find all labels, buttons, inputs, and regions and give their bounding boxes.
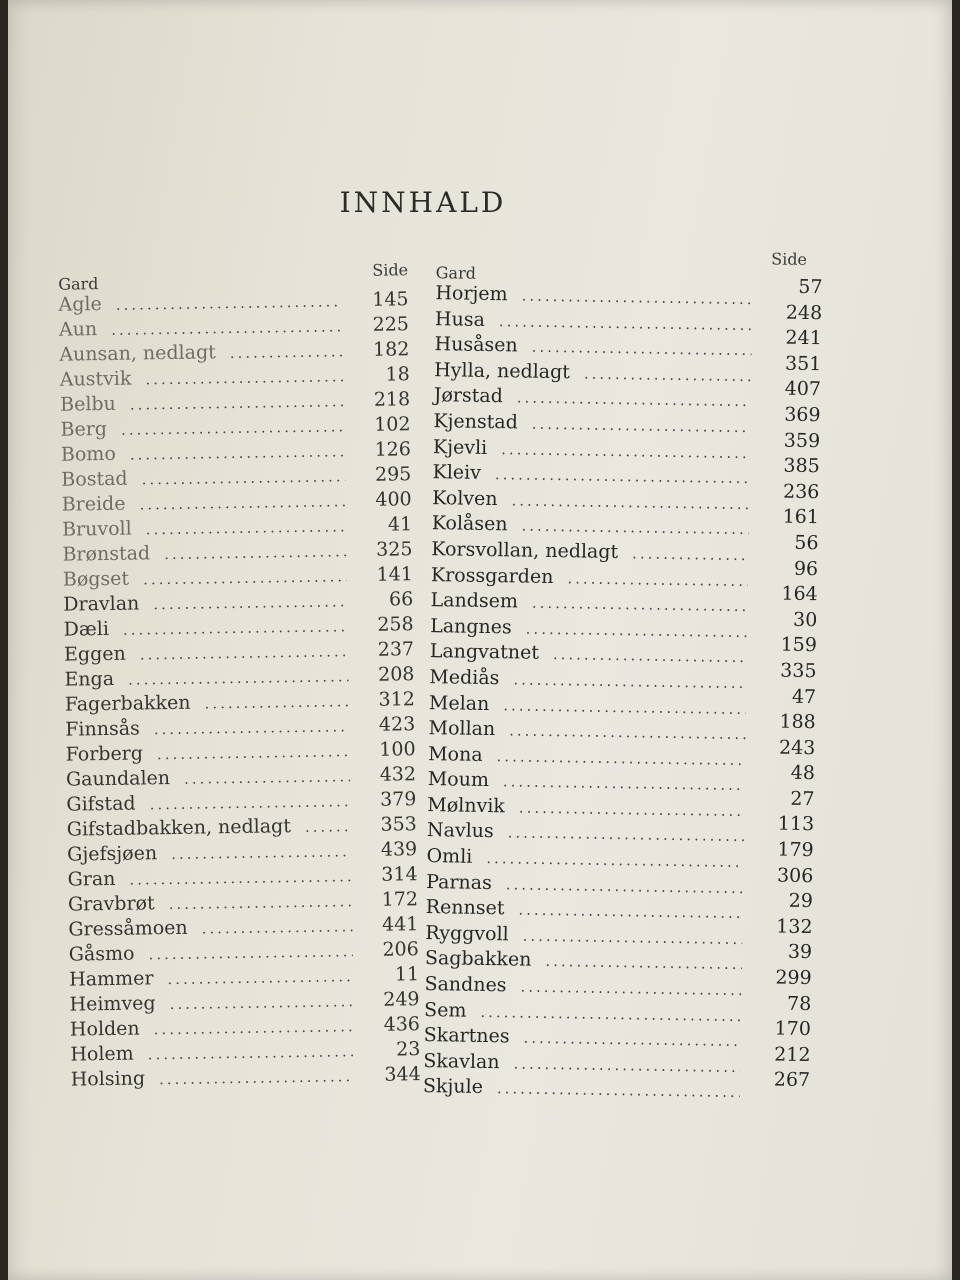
entry-page-number: 141	[376, 563, 414, 586]
entry-page-number: 132	[776, 915, 813, 938]
entry-page-number: 57	[798, 275, 823, 299]
contents-column-left	[40, 262, 425, 1094]
entry-page-number: 325	[376, 538, 413, 561]
entry-name: Kolven	[432, 486, 498, 510]
entry-page-number: 208	[377, 663, 415, 686]
entry-page-number: 102	[374, 413, 411, 436]
dot-leader	[522, 286, 753, 308]
entry-page-number: 18	[385, 363, 410, 386]
entry-page-number: 400	[375, 488, 412, 511]
dot-leader	[123, 617, 348, 639]
entry-name: Holem	[70, 1042, 134, 1066]
entry-page-number: 41	[387, 513, 413, 536]
dot-leader	[506, 875, 744, 897]
entry-page-number: 48	[790, 762, 816, 785]
dot-leader	[145, 367, 344, 388]
dot-leader	[202, 917, 353, 937]
entry-name: Gifstadbakken, nedlagt	[66, 815, 292, 841]
entry-page-number: 206	[382, 938, 419, 961]
entry-page-number: 39	[787, 941, 813, 964]
toc-entry	[53, 1063, 425, 1094]
contents-column-right	[415, 249, 823, 1107]
dot-leader	[116, 292, 343, 314]
entry-page-number: 237	[377, 638, 415, 661]
entry-page-number: 299	[775, 966, 812, 990]
dot-leader	[632, 544, 748, 564]
entry-page-number: 164	[781, 582, 818, 606]
entry-name: Krossgarden	[430, 563, 554, 588]
entry-page-number: 407	[784, 377, 822, 401]
entry-name: Aunsan, nedlagt	[59, 341, 216, 366]
entry-name: Mollan	[428, 717, 496, 741]
dot-leader	[143, 567, 347, 588]
dot-leader	[164, 542, 347, 563]
entry-name: Fagerbakken	[64, 691, 191, 716]
entry-page-number: 359	[783, 429, 821, 452]
dot-leader	[154, 1017, 355, 1038]
entry-name: Bruvoll	[61, 517, 132, 541]
dot-leader	[149, 792, 350, 813]
entry-name: Finnsås	[65, 717, 140, 741]
dot-leader	[501, 440, 750, 462]
entry-name: Skartnes	[423, 1024, 510, 1048]
entry-page-number: 161	[782, 505, 820, 529]
dot-leader	[532, 338, 752, 359]
dot-leader	[503, 696, 746, 718]
dot-leader	[184, 767, 350, 788]
dot-leader	[532, 594, 748, 615]
entry-name: Hammer	[69, 967, 154, 991]
dot-leader	[503, 773, 745, 795]
entry-page-number: 351	[784, 352, 822, 375]
entry-name: Landsem	[430, 589, 519, 613]
entry-name: Mona	[428, 742, 483, 766]
entry-name: Husa	[434, 307, 486, 331]
entry-page-number: 172	[381, 888, 419, 911]
dot-leader	[130, 442, 345, 463]
header-gard: Gard	[58, 274, 99, 294]
entry-name: Gifstad	[66, 792, 136, 816]
dot-leader	[171, 842, 351, 863]
entry-page-number: 29	[788, 889, 814, 913]
entry-page-number: 369	[784, 403, 821, 427]
entry-name: Sagbakken	[424, 947, 532, 972]
header-side: Side	[372, 260, 409, 280]
entry-page-number: 267	[773, 1068, 811, 1092]
dot-leader	[511, 491, 749, 513]
entry-name: Langnes	[430, 614, 512, 639]
entry-page-number: 27	[790, 787, 815, 811]
entry-name: Kjevli	[432, 435, 488, 459]
dot-leader	[129, 867, 351, 888]
dot-leader	[146, 517, 347, 538]
entry-name: Skavlan	[423, 1049, 500, 1074]
dot-leader	[154, 717, 350, 738]
entry-page-number: 182	[372, 338, 410, 361]
entry-page-number: 432	[379, 763, 417, 786]
entry-name: Holsing	[70, 1067, 146, 1091]
page-title: INNHALD	[339, 186, 507, 219]
entry-page-number: 56	[794, 531, 819, 555]
entry-page-number: 314	[381, 863, 418, 886]
entry-page-number: 439	[380, 838, 418, 861]
entry-page-number: 145	[372, 288, 409, 311]
entry-name: Horjem	[435, 282, 508, 306]
dot-leader	[532, 415, 751, 436]
entry-page-number: 385	[783, 454, 820, 478]
entry-page-number: 353	[380, 813, 417, 836]
dot-leader	[305, 817, 351, 836]
dot-leader	[553, 645, 747, 666]
dot-leader	[523, 926, 743, 947]
dot-leader	[157, 742, 350, 763]
dot-leader	[567, 569, 748, 590]
entry-list	[40, 288, 425, 1094]
dot-leader	[148, 942, 353, 963]
dot-leader	[499, 312, 752, 334]
dot-leader	[517, 389, 751, 411]
entry-page-number: 236	[782, 480, 820, 503]
entry-name: Bostad	[61, 467, 128, 491]
entry-page-number: 243	[778, 736, 816, 759]
entry-page-number: 241	[785, 326, 822, 350]
dot-leader	[153, 592, 347, 613]
entry-name: Forberg	[65, 742, 144, 766]
entry-name: Kolåsen	[431, 512, 508, 536]
entry-name: Rennset	[425, 896, 505, 920]
entry-name: Bøgset	[62, 567, 130, 591]
entry-name: Gåsmo	[68, 942, 135, 966]
entry-page-number: 312	[378, 688, 415, 711]
entry-name: Omli	[426, 845, 473, 868]
dot-leader	[140, 642, 349, 663]
entry-page-number: 218	[373, 388, 411, 411]
entry-name: Agle	[58, 293, 102, 316]
entry-name: Langvatnet	[429, 640, 540, 665]
dot-leader	[519, 798, 745, 820]
book-page	[8, 0, 952, 1280]
dot-leader	[495, 465, 750, 487]
entry-name: Dravlan	[63, 592, 140, 616]
entry-name: Kleiv	[432, 461, 482, 485]
entry-page-number: 436	[383, 1013, 421, 1036]
entry-name: Skjule	[422, 1075, 484, 1099]
dot-leader	[508, 824, 744, 846]
entry-page-number: 306	[776, 864, 814, 887]
dot-leader	[523, 1029, 740, 1050]
dot-leader	[121, 417, 345, 439]
entry-page-number: 295	[374, 463, 412, 486]
entry-page-number: 159	[780, 633, 818, 657]
entry-page-number: 11	[394, 963, 420, 986]
dot-leader	[148, 1042, 355, 1063]
header-gard: Gard	[435, 263, 477, 283]
dot-leader	[128, 667, 349, 688]
entry-name: Melan	[428, 691, 490, 715]
dot-leader	[141, 467, 345, 488]
dot-leader	[545, 952, 742, 973]
entry-name: Heimveg	[69, 992, 156, 1016]
dot-leader	[139, 492, 345, 513]
entry-page-number: 100	[379, 738, 416, 761]
entry-page-number: 248	[785, 301, 823, 324]
entry-page-number: 423	[378, 713, 416, 736]
entry-name: Austvik	[59, 367, 132, 391]
entry-page-number: 188	[779, 710, 816, 734]
entry-page-number: 170	[774, 1017, 812, 1041]
entry-name: Hylla, nedlagt	[434, 358, 571, 384]
entry-name: Korsvollan, nedlagt	[431, 538, 619, 563]
entry-name: Mølnvik	[427, 793, 506, 818]
dot-leader	[169, 892, 353, 913]
entry-name: Sandnes	[424, 973, 507, 997]
entry-name: Gressåmoen	[68, 916, 188, 941]
entry-page-number: 258	[377, 613, 414, 636]
entry-name: Belbu	[59, 392, 117, 416]
entry-page-number: 344	[384, 1063, 421, 1086]
dot-leader	[204, 692, 349, 712]
header-side: Side	[771, 249, 808, 269]
entry-name: Jørstad	[433, 384, 503, 408]
entry-name: Gaundalen	[65, 767, 171, 791]
entry-name: Gran	[67, 867, 116, 891]
dot-leader	[167, 967, 353, 988]
entry-page-number: 179	[777, 838, 814, 862]
dot-leader	[518, 901, 743, 923]
entry-name: Sem	[423, 998, 467, 1022]
entry-page-number: 66	[388, 588, 414, 611]
entry-page-number: 78	[786, 992, 812, 1015]
entry-name: Berg	[60, 417, 108, 441]
entry-name: Mediås	[429, 665, 500, 690]
entry-page-number: 225	[372, 313, 410, 336]
entry-page-number: 441	[381, 913, 419, 936]
entry-name: Parnas	[425, 870, 492, 894]
dot-leader	[486, 849, 744, 871]
entry-page-number: 113	[777, 813, 815, 836]
entry-page-number: 126	[374, 438, 412, 461]
entry-name: Aun	[58, 318, 98, 341]
dot-leader	[230, 342, 344, 362]
dot-leader	[169, 992, 353, 1013]
dot-leader	[521, 517, 748, 539]
dot-leader	[584, 364, 752, 385]
entry-name: Husåsen	[434, 333, 518, 357]
entry-list	[415, 275, 823, 1107]
entry-page-number: 23	[395, 1038, 421, 1061]
entry-page-number: 96	[793, 557, 819, 580]
dot-leader	[496, 747, 745, 769]
dot-leader	[526, 619, 748, 640]
dot-leader	[513, 1054, 740, 1076]
entry-name: Ryggvoll	[425, 921, 509, 946]
dot-leader	[111, 317, 343, 339]
dot-leader	[480, 1003, 741, 1025]
entry-name: Eggen	[63, 642, 126, 666]
entry-name: Bomo	[60, 442, 116, 466]
dot-leader	[520, 978, 741, 999]
entry-name: Gravbrøt	[67, 892, 155, 916]
dot-leader	[130, 392, 345, 413]
dot-leader	[509, 721, 746, 743]
entry-name: Dæli	[63, 617, 110, 641]
entry-page-number: 249	[383, 988, 420, 1011]
entry-page-number: 212	[774, 1043, 811, 1066]
entry-name: Enga	[64, 667, 115, 691]
entry-page-number: 47	[791, 685, 817, 708]
entry-name: Breide	[61, 492, 126, 516]
entry-name: Kjenstad	[433, 410, 519, 434]
entry-page-number: 30	[792, 608, 818, 631]
entry-name: Navlus	[426, 819, 494, 843]
entry-name: Gjefsjøen	[67, 842, 158, 866]
entry-name: Moum	[427, 768, 490, 792]
dot-leader	[497, 1080, 740, 1102]
entry-page-number: 335	[780, 659, 817, 683]
dot-leader	[159, 1067, 355, 1088]
entry-page-number: 379	[379, 788, 417, 811]
entry-name: Holden	[69, 1017, 140, 1041]
toc-entry	[415, 1068, 811, 1107]
entry-name: Brønstad	[62, 542, 151, 566]
dot-leader	[513, 670, 746, 692]
